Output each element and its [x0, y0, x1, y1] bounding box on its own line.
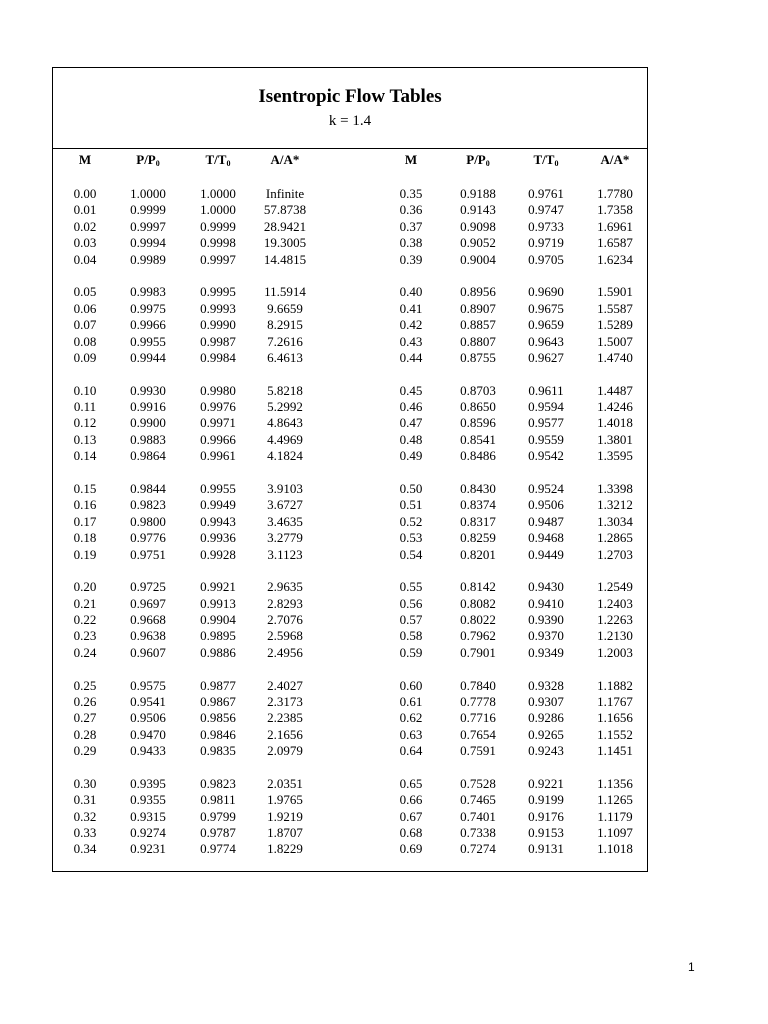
table-cell-p-p0-left: 0.9989: [130, 251, 166, 267]
table-cell-a-astar-right: 1.2403: [597, 595, 633, 611]
table-cell-m-right: 0.62: [399, 710, 423, 726]
table-cell-a-astar-right: 1.1097: [597, 825, 633, 840]
table-cell-t-t0-right: 0.9675: [528, 300, 564, 316]
table-cell-a-astar-right: 1.4018: [597, 415, 633, 431]
table-cell-a-astar-left: 3.1123: [267, 546, 303, 562]
table-cell-m-left: 0.30: [73, 775, 97, 791]
column-header-a-astar-right: A/A*: [600, 152, 630, 167]
table-cell-a-astar-left: 5.2992: [267, 399, 303, 414]
table-cell-a-astar-right: 1.4246: [597, 399, 633, 414]
table-cell-a-astar-right: 1.1179: [597, 808, 633, 824]
table-cell-m-left: 0.10: [73, 382, 97, 398]
table-cell-p-p0-right: 0.9143: [460, 202, 496, 218]
table-cell-m-right: 0.55: [399, 579, 423, 595]
table-cell-p-p0-left: 0.9930: [130, 382, 166, 398]
table-cell-a-astar-left: 3.9103: [267, 480, 303, 496]
table-cell-p-p0-left: 0.9470: [130, 726, 166, 742]
table-cell-m-left: 0.11: [73, 399, 97, 414]
table-cell-a-astar-left: 2.1656: [267, 726, 303, 742]
table-cell-a-astar-right: 1.5007: [597, 333, 633, 349]
table-cell-a-astar-right: 1.2865: [597, 530, 633, 546]
table-cell-m-left: 0.16: [73, 497, 97, 513]
table-cell-a-astar-right: 1.7358: [597, 202, 633, 218]
table-cell-p-p0-left: 0.9916: [130, 399, 166, 414]
table-cell-t-t0-left: 0.9774: [200, 841, 236, 857]
table-cell-p-p0-right: 0.7654: [460, 726, 496, 742]
table-cell-a-astar-left: 2.9635: [267, 579, 303, 595]
table-cell-t-t0-left: 0.9856: [200, 710, 236, 726]
table-cell-a-astar-right: 1.1767: [597, 693, 633, 709]
table-cell-t-t0-left: 0.9993: [200, 300, 236, 316]
table-cell-m-left: 0.25: [73, 677, 97, 693]
table-cell-p-p0-right: 0.8486: [460, 448, 496, 464]
table-cell-t-t0-left: 0.9984: [200, 349, 236, 365]
table-cell-a-astar-right: 1.2130: [597, 628, 633, 644]
table-cell-a-astar-left: 19.3005: [263, 235, 307, 251]
table-cell-a-astar-right: 1.2263: [597, 612, 633, 627]
table-cell-t-t0-right: 0.9611: [528, 382, 564, 398]
table-cell-m-left: 0.23: [73, 628, 97, 644]
table-cell-t-t0-right: 0.9705: [528, 251, 564, 267]
table-cell-a-astar-left: 1.9765: [267, 792, 303, 808]
table-cell-t-t0-right: 0.9524: [528, 480, 564, 496]
table-cell-t-t0-right: 0.9328: [528, 677, 564, 693]
table-cell-t-t0-left: 0.9811: [200, 792, 236, 808]
table-cell-m-left: 0.18: [73, 530, 97, 546]
table-cell-t-t0-left: 0.9987: [200, 333, 236, 349]
table-cell-m-right: 0.35: [399, 186, 423, 201]
table-cell-a-astar-left: 9.6659: [267, 300, 303, 316]
table-cell-m-right: 0.52: [399, 513, 423, 529]
header-divider: [53, 148, 647, 149]
table-cell-t-t0-right: 0.9594: [528, 399, 564, 414]
table-cell-t-t0-left: 0.9823: [200, 775, 236, 791]
table-cell-m-right: 0.63: [399, 726, 423, 742]
table-cell-a-astar-right: 1.4740: [597, 349, 633, 365]
table-cell-a-astar-left: 7.2616: [267, 333, 303, 349]
table-cell-m-right: 0.42: [399, 317, 423, 333]
table-cell-t-t0-right: 0.9286: [528, 710, 564, 726]
table-cell-t-t0-left: 0.9904: [200, 612, 236, 627]
table-cell-p-p0-left: 0.9776: [130, 530, 166, 546]
table-cell-a-astar-right: 1.1552: [597, 726, 633, 742]
table-cell-m-left: 0.08: [73, 333, 97, 349]
table-cell-t-t0-right: 0.9390: [528, 612, 564, 627]
table-cell-p-p0-left: 0.9751: [130, 546, 166, 562]
column-header-p-p0-left: $P/P_0$: [136, 152, 160, 168]
table-cell-t-t0-left: 0.9980: [200, 382, 236, 398]
column-header-m-left: M: [78, 152, 92, 167]
table-cell-m-left: 0.24: [73, 644, 97, 660]
table-cell-a-astar-left: 2.8293: [267, 595, 303, 611]
table-cell-m-left: 0.01: [73, 202, 97, 218]
table-cell-p-p0-left: 1.0000: [130, 186, 166, 201]
table-cell-t-t0-right: 0.9690: [528, 284, 564, 300]
table-cell-m-left: 0.02: [73, 218, 97, 234]
table-cell-p-p0-left: 0.9725: [130, 579, 166, 595]
table-cell-t-t0-right: 0.9487: [528, 513, 564, 529]
table-cell-t-t0-left: 0.9955: [200, 480, 236, 496]
table-cell-m-right: 0.60: [399, 677, 423, 693]
table-cell-t-t0-left: 0.9921: [200, 579, 236, 595]
table-cell-m-right: 0.36: [399, 202, 423, 218]
table-cell-t-t0-right: 0.9449: [528, 546, 564, 562]
table-cell-t-t0-left: 0.9966: [200, 431, 236, 447]
table-cell-a-astar-right: 1.1265: [597, 792, 633, 808]
table-cell-p-p0-left: 0.9668: [130, 612, 166, 627]
table-cell-t-t0-left: 0.9886: [200, 644, 236, 660]
table-cell-p-p0-left: 0.9999: [130, 202, 166, 218]
table-cell-m-left: 0.31: [73, 792, 97, 808]
table-cell-m-left: 0.22: [73, 612, 97, 627]
table-cell-p-p0-left: 0.9800: [130, 513, 166, 529]
table-cell-a-astar-right: 1.5289: [597, 317, 633, 333]
table-cell-t-t0-right: 0.9131: [528, 841, 564, 857]
table-cell-m-left: 0.21: [73, 595, 97, 611]
table-cell-a-astar-right: 1.2703: [597, 546, 633, 562]
table-cell-t-t0-left: 0.9990: [200, 317, 236, 333]
table-cell-p-p0-right: 0.7528: [460, 775, 496, 791]
table-cell-a-astar-right: 1.5587: [597, 300, 633, 316]
table-cell-a-astar-left: 3.4635: [267, 513, 303, 529]
table-cell-a-astar-right: 1.7780: [597, 186, 633, 201]
table-cell-m-right: 0.68: [399, 825, 423, 840]
table-cell-m-left: 0.32: [73, 808, 97, 824]
table-cell-a-astar-left: 4.1824: [267, 448, 303, 464]
table-cell-p-p0-right: 0.8956: [460, 284, 496, 300]
table-cell-t-t0-left: 0.9998: [200, 235, 236, 251]
table-cell-m-right: 0.38: [399, 235, 423, 251]
table-cell-m-right: 0.37: [399, 218, 423, 234]
table-cell-p-p0-left: 0.9395: [130, 775, 166, 791]
table-cell-p-p0-left: 0.9575: [130, 677, 166, 693]
table-cell-m-right: 0.54: [399, 546, 423, 562]
table-cell-m-right: 0.40: [399, 284, 423, 300]
table-cell-p-p0-left: 0.9983: [130, 284, 166, 300]
table-cell-m-left: 0.34: [73, 841, 97, 857]
table-cell-t-t0-right: 0.9577: [528, 415, 564, 431]
table-cell-p-p0-left: 0.9997: [130, 218, 166, 234]
table-cell-p-p0-left: 0.9944: [130, 349, 166, 365]
table-cell-m-left: 0.27: [73, 710, 97, 726]
table-cell-p-p0-right: 0.9098: [460, 218, 496, 234]
table-cell-p-p0-right: 0.8022: [460, 612, 496, 627]
table-cell-t-t0-right: 0.9761: [528, 186, 564, 201]
table-cell-p-p0-left: 0.9994: [130, 235, 166, 251]
table-cell-a-astar-right: 1.1018: [597, 841, 633, 857]
table-cell-a-astar-right: 1.3801: [597, 431, 633, 447]
table-cell-m-right: 0.53: [399, 530, 423, 546]
table-cell-t-t0-right: 0.9199: [528, 792, 564, 808]
table-cell-m-right: 0.61: [399, 693, 423, 709]
table-cell-p-p0-right: 0.7274: [460, 841, 496, 857]
table-cell-t-t0-left: 0.9995: [200, 284, 236, 300]
table-cell-t-t0-right: 0.9265: [528, 726, 564, 742]
table-cell-t-t0-right: 0.9221: [528, 775, 564, 791]
table-cell-a-astar-right: 1.2003: [597, 644, 633, 660]
table-cell-m-right: 0.47: [399, 415, 423, 431]
table-cell-a-astar-left: 3.2779: [267, 530, 303, 546]
table-cell-p-p0-left: 0.9274: [130, 825, 166, 840]
table-cell-p-p0-right: 0.8807: [460, 333, 496, 349]
table-cell-t-t0-left: 0.9877: [200, 677, 236, 693]
table-cell-p-p0-right: 0.7465: [460, 792, 496, 808]
table-cell-m-right: 0.69: [399, 841, 423, 857]
table-cell-m-right: 0.51: [399, 497, 423, 513]
table-cell-m-left: 0.09: [73, 349, 97, 365]
table-cell-m-right: 0.49: [399, 448, 423, 464]
table-cell-p-p0-left: 0.9541: [130, 693, 166, 709]
table-cell-m-left: 0.20: [73, 579, 97, 595]
table-cell-a-astar-right: 1.1356: [597, 775, 633, 791]
table-cell-m-left: 0.33: [73, 825, 97, 840]
table-cell-t-t0-right: 0.9176: [528, 808, 564, 824]
table-cell-a-astar-right: 1.3212: [597, 497, 633, 513]
table-cell-a-astar-left: 4.8643: [267, 415, 303, 431]
table-cell-a-astar-left: 2.4027: [267, 677, 303, 693]
table-cell-t-t0-left: 0.9999: [200, 218, 236, 234]
table-cell-t-t0-left: 0.9971: [200, 415, 236, 431]
table-cell-p-p0-right: 0.8374: [460, 497, 496, 513]
table-cell-p-p0-left: 0.9638: [130, 628, 166, 644]
table-cell-p-p0-right: 0.8857: [460, 317, 496, 333]
table-cell-t-t0-right: 0.9153: [528, 825, 564, 840]
table-cell-p-p0-right: 0.7962: [460, 628, 496, 644]
table-cell-a-astar-left: 4.4969: [267, 431, 303, 447]
table-cell-t-t0-left: 0.9799: [200, 808, 236, 824]
table-cell-t-t0-right: 0.9468: [528, 530, 564, 546]
table-cell-p-p0-left: 0.9955: [130, 333, 166, 349]
table-cell-t-t0-left: 0.9936: [200, 530, 236, 546]
table-cell-p-p0-left: 0.9864: [130, 448, 166, 464]
table-cell-t-t0-right: 0.9719: [528, 235, 564, 251]
table-cell-t-t0-right: 0.9370: [528, 628, 564, 644]
table-cell-a-astar-right: 1.6234: [597, 251, 633, 267]
table-cell-a-astar-right: 1.6587: [597, 235, 633, 251]
table-cell-a-astar-right: 1.5901: [597, 284, 633, 300]
table-cell-t-t0-right: 0.9643: [528, 333, 564, 349]
table-cell-t-t0-left: 0.9913: [200, 595, 236, 611]
table-cell-m-right: 0.67: [399, 808, 423, 824]
table-cell-p-p0-right: 0.7716: [460, 710, 496, 726]
table-cell-t-t0-left: 0.9895: [200, 628, 236, 644]
table-cell-a-astar-right: 1.3595: [597, 448, 633, 464]
table-cell-t-t0-right: 0.9747: [528, 202, 564, 218]
table-cell-p-p0-left: 0.9315: [130, 808, 166, 824]
table-cell-m-left: 0.19: [73, 546, 97, 562]
table-cell-a-astar-right: 1.3398: [597, 480, 633, 496]
table-cell-p-p0-left: 0.9975: [130, 300, 166, 316]
table-cell-m-left: 0.12: [73, 415, 97, 431]
table-cell-m-right: 0.41: [399, 300, 423, 316]
table-cell-t-t0-left: 1.0000: [200, 186, 236, 201]
table-cell-a-astar-left: 2.3173: [267, 693, 303, 709]
table-cell-t-t0-right: 0.9506: [528, 497, 564, 513]
table-cell-t-t0-right: 0.9243: [528, 743, 564, 759]
table-cell-p-p0-right: 0.8650: [460, 399, 496, 414]
table-cell-t-t0-right: 0.9733: [528, 218, 564, 234]
table-cell-p-p0-right: 0.8703: [460, 382, 496, 398]
table-cell-a-astar-left: 28.9421: [263, 218, 307, 234]
table-cell-a-astar-right: 1.2549: [597, 579, 633, 595]
table-cell-m-right: 0.64: [399, 743, 423, 759]
page-number: 1: [688, 960, 695, 974]
table-cell-m-left: 0.29: [73, 743, 97, 759]
table-cell-p-p0-left: 0.9433: [130, 743, 166, 759]
table-cell-m-left: 0.15: [73, 480, 97, 496]
table-cell-t-t0-left: 0.9835: [200, 743, 236, 759]
table-cell-p-p0-left: 0.9883: [130, 431, 166, 447]
table-cell-m-left: 0.04: [73, 251, 97, 267]
table-cell-a-astar-left: 2.4956: [267, 644, 303, 660]
table-cell-m-right: 0.44: [399, 349, 423, 365]
table-cell-t-t0-right: 0.9559: [528, 431, 564, 447]
table-cell-a-astar-left: 1.8707: [267, 825, 303, 840]
table-cell-m-left: 0.28: [73, 726, 97, 742]
column-header-t-t0-right: $T/T_0$: [533, 152, 559, 168]
table-cell-m-right: 0.48: [399, 431, 423, 447]
table-cell-t-t0-left: 0.9949: [200, 497, 236, 513]
table-cell-p-p0-left: 0.9966: [130, 317, 166, 333]
table-cell-m-right: 0.46: [399, 399, 423, 414]
table-cell-a-astar-left: 2.0351: [267, 775, 303, 791]
table-frame: [52, 67, 648, 872]
table-cell-p-p0-right: 0.8755: [460, 349, 496, 365]
table-cell-a-astar-left: 2.0979: [267, 743, 303, 759]
table-cell-a-astar-left: 11.5914: [264, 284, 306, 300]
table-cell-p-p0-left: 0.9355: [130, 792, 166, 808]
table-cell-m-right: 0.65: [399, 775, 423, 791]
column-header-a-astar-left: A/A*: [270, 152, 300, 167]
table-cell-p-p0-right: 0.7901: [460, 644, 496, 660]
table-cell-t-t0-left: 0.9787: [200, 825, 236, 840]
table-cell-a-astar-left: 57.8738: [263, 202, 307, 218]
table-cell-t-t0-left: 0.9928: [200, 546, 236, 562]
table-cell-m-right: 0.66: [399, 792, 423, 808]
table-cell-m-right: 0.39: [399, 251, 423, 267]
table-cell-p-p0-right: 0.7591: [460, 743, 496, 759]
table-cell-a-astar-right: 1.3034: [597, 513, 633, 529]
table-cell-a-astar-right: 1.1656: [597, 710, 633, 726]
table-cell-t-t0-right: 0.9349: [528, 644, 564, 660]
table-cell-m-left: 0.05: [73, 284, 97, 300]
table-cell-a-astar-right: 1.6961: [597, 218, 633, 234]
column-header-t-t0-left: $T/T_0$: [205, 152, 231, 168]
table-cell-m-right: 0.58: [399, 628, 423, 644]
table-cell-p-p0-left: 0.9231: [130, 841, 166, 857]
table-cell-p-p0-right: 0.7778: [460, 693, 496, 709]
table-cell-a-astar-left: 1.9219: [267, 808, 303, 824]
table-cell-m-right: 0.59: [399, 644, 423, 660]
table-cell-a-astar-left: 2.5968: [267, 628, 303, 644]
table-cell-t-t0-left: 0.9867: [200, 693, 236, 709]
table-cell-m-left: 0.17: [73, 513, 97, 529]
table-cell-m-right: 0.57: [399, 612, 423, 627]
table-cell-p-p0-right: 0.8082: [460, 595, 496, 611]
table-cell-t-t0-right: 0.9542: [528, 448, 564, 464]
column-header-p-p0-right: $P/P_0$: [466, 152, 490, 168]
page-subtitle: k = 1.4: [328, 113, 372, 129]
table-cell-a-astar-left: 2.7076: [267, 612, 303, 627]
table-cell-p-p0-left: 0.9607: [130, 644, 166, 660]
table-cell-t-t0-left: 0.9961: [200, 448, 236, 464]
table-cell-t-t0-right: 0.9307: [528, 693, 564, 709]
table-cell-p-p0-right: 0.8596: [460, 415, 496, 431]
table-cell-m-right: 0.50: [399, 480, 423, 496]
table-cell-p-p0-right: 0.8317: [460, 513, 496, 529]
table-cell-p-p0-right: 0.8907: [460, 300, 496, 316]
table-cell-p-p0-right: 0.7840: [460, 677, 496, 693]
table-cell-p-p0-right: 0.7338: [460, 825, 496, 840]
table-cell-p-p0-right: 0.8430: [460, 480, 496, 496]
table-cell-a-astar-left: 14.4815: [263, 251, 307, 267]
table-cell-a-astar-left: 2.2385: [267, 710, 303, 726]
table-cell-t-t0-left: 0.9976: [200, 399, 236, 414]
table-cell-p-p0-left: 0.9844: [130, 480, 166, 496]
table-cell-m-right: 0.45: [399, 382, 423, 398]
table-cell-a-astar-left: 1.8229: [267, 841, 303, 857]
table-cell-p-p0-right: 0.9188: [460, 186, 496, 201]
table-cell-t-t0-left: 0.9943: [200, 513, 236, 529]
table-cell-m-left: 0.14: [73, 448, 97, 464]
table-cell-a-astar-right: 1.1451: [597, 743, 633, 759]
table-cell-p-p0-right: 0.8142: [460, 579, 496, 595]
table-cell-p-p0-right: 0.8541: [460, 431, 496, 447]
table-cell-m-left: 0.03: [73, 235, 97, 251]
table-cell-m-left: 0.26: [73, 693, 97, 709]
table-cell-a-astar-left: 8.2915: [267, 317, 303, 333]
table-cell-a-astar-right: 1.1882: [597, 677, 633, 693]
table-cell-p-p0-left: 0.9506: [130, 710, 166, 726]
table-cell-a-astar-left: 5.8218: [267, 382, 303, 398]
table-cell-a-astar-left: 6.4613: [267, 349, 303, 365]
table-cell-p-p0-right: 0.8201: [460, 546, 496, 562]
table-cell-a-astar-right: 1.4487: [597, 382, 633, 398]
table-cell-m-right: 0.43: [399, 333, 423, 349]
table-cell-t-t0-left: 0.9846: [200, 726, 236, 742]
column-header-m-right: M: [404, 152, 418, 167]
table-cell-p-p0-right: 0.7401: [460, 808, 496, 824]
table-cell-t-t0-left: 0.9997: [200, 251, 236, 267]
table-cell-m-left: 0.13: [73, 431, 97, 447]
table-cell-a-astar-left: 3.6727: [267, 497, 303, 513]
table-cell-p-p0-left: 0.9900: [130, 415, 166, 431]
table-cell-t-t0-right: 0.9430: [528, 579, 564, 595]
table-cell-p-p0-left: 0.9823: [130, 497, 166, 513]
table-cell-m-left: 0.06: [73, 300, 97, 316]
table-cell-p-p0-left: 0.9697: [130, 595, 166, 611]
table-cell-m-right: 0.56: [399, 595, 423, 611]
table-cell-t-t0-right: 0.9659: [528, 317, 564, 333]
table-cell-t-t0-right: 0.9627: [528, 349, 564, 365]
table-cell-p-p0-right: 0.9004: [460, 251, 496, 267]
table-cell-p-p0-right: 0.8259: [460, 530, 496, 546]
table-cell-m-left: 0.00: [73, 186, 97, 201]
table-cell-m-left: 0.07: [73, 317, 97, 333]
table-cell-t-t0-right: 0.9410: [528, 595, 564, 611]
table-cell-p-p0-right: 0.9052: [460, 235, 496, 251]
table-cell-t-t0-left: 1.0000: [200, 202, 236, 218]
table-cell-a-astar-left: Infinite: [265, 186, 305, 201]
page-title: Isentropic Flow Tables: [258, 86, 442, 107]
